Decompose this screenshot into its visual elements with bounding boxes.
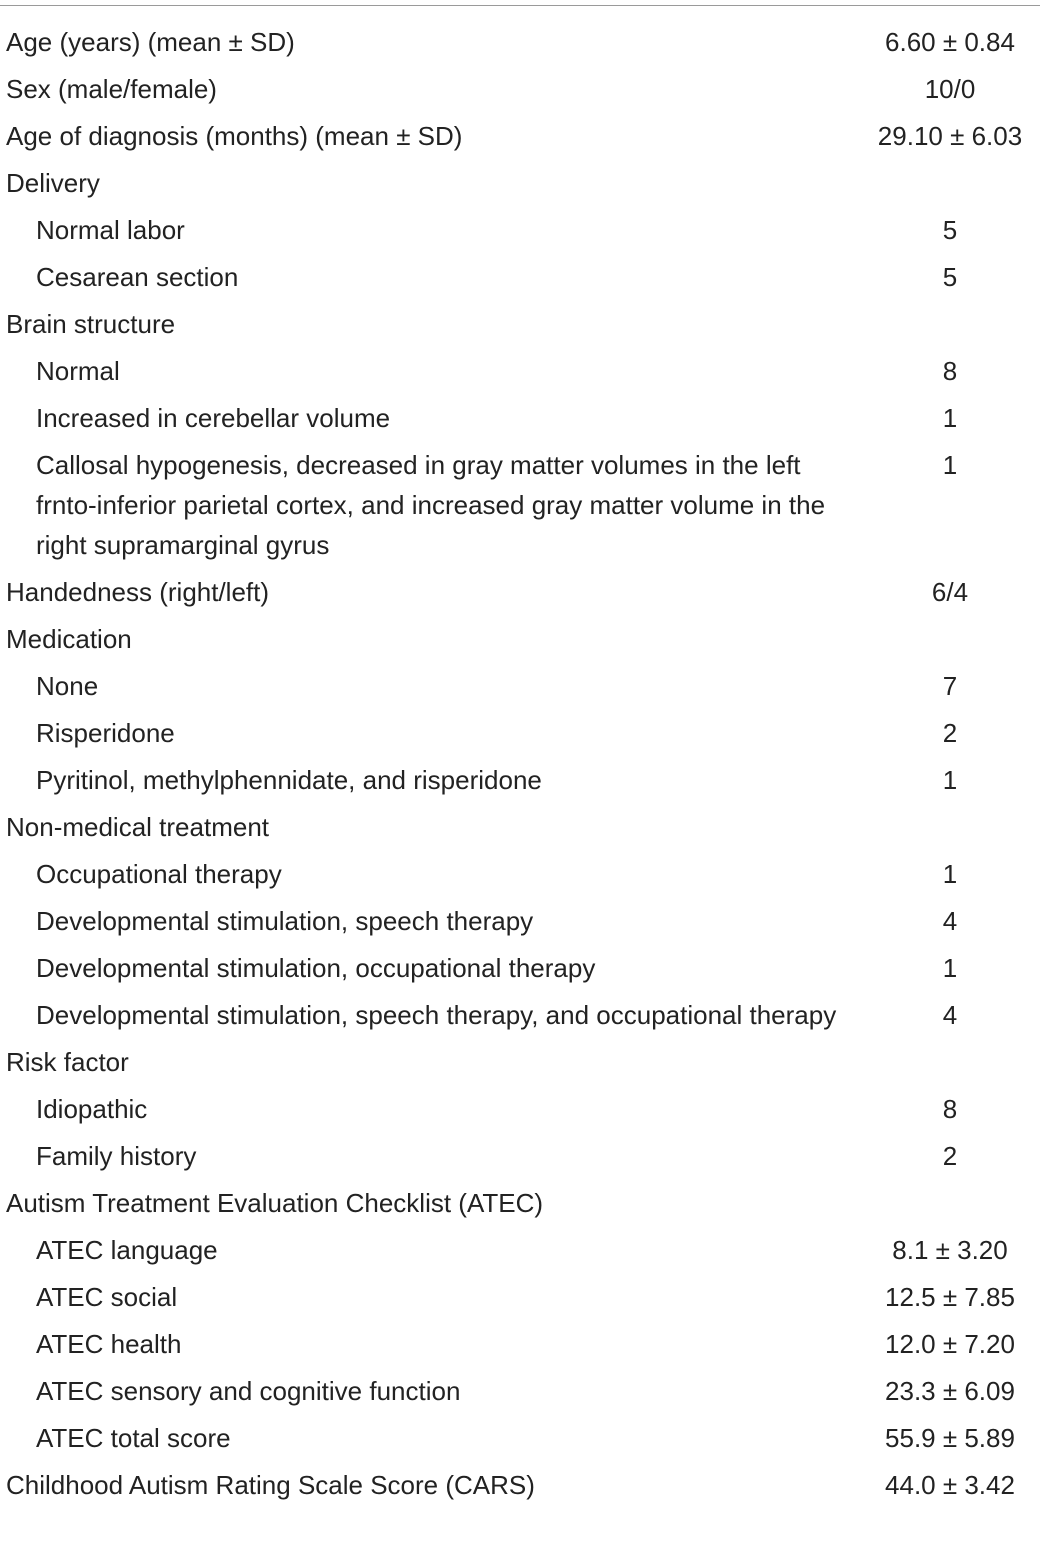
row-label: Increased in cerebellar volume [36, 402, 391, 433]
row-label: ATEC language [36, 1234, 218, 1265]
table-row [0, 159, 1040, 206]
row-label: Normal labor [36, 214, 185, 245]
row-label: Childhood Autism Rating Scale Score (CARS) [6, 1469, 535, 1500]
row-label: None [36, 670, 99, 701]
row-value: 6/4 [931, 576, 969, 607]
table-row [0, 441, 1040, 568]
table-row [0, 944, 1040, 991]
row-label: Normal [36, 355, 120, 386]
row-value: 2 [942, 717, 958, 748]
table-row [0, 1085, 1040, 1132]
row-value: 8 [942, 355, 958, 386]
table-row [0, 1320, 1040, 1367]
row-label: Family history [36, 1140, 197, 1171]
table-row [0, 347, 1040, 394]
row-label: Autism Treatment Evaluation Checklist (ATEC) [6, 1187, 544, 1218]
row-label: Developmental stimulation, speech therapy [36, 905, 534, 936]
table-row [0, 709, 1040, 756]
row-value: 1 [942, 764, 958, 795]
row-value: 4 [942, 999, 958, 1030]
row-label: ATEC health [36, 1328, 182, 1359]
row-value: 1 [942, 402, 958, 433]
row-value: 1 [942, 449, 958, 480]
table-row [0, 65, 1040, 112]
row-label: Developmental stimulation, occupational therapy [36, 952, 596, 983]
table-row [0, 756, 1040, 803]
row-value: 23.3 ± 6.09 [885, 1375, 1015, 1406]
row-label: Risk factor [6, 1046, 129, 1077]
row-label: Occupational therapy [36, 858, 282, 889]
row-value: 2 [942, 1140, 958, 1171]
table-row [0, 615, 1040, 662]
row-value: 6.60 ± 0.84 [885, 26, 1015, 57]
table-row [0, 1367, 1040, 1414]
table-row [0, 662, 1040, 709]
table-row [0, 1226, 1040, 1273]
row-label: Developmental stimulation, speech therapy, and occupational therapy [36, 999, 837, 1030]
row-label: Handedness (right/left) [6, 576, 270, 607]
row-value: 1 [942, 952, 958, 983]
row-label: Non-medical treatment [6, 811, 269, 842]
row-value: 8 [942, 1093, 958, 1124]
row-label: Age of diagnosis (months) (mean ± SD) [6, 120, 463, 151]
table-row [0, 1461, 1040, 1508]
row-value: 55.9 ± 5.89 [885, 1422, 1015, 1453]
row-label: Idiopathic [36, 1093, 148, 1124]
table-row [0, 1038, 1040, 1085]
table-row [0, 253, 1040, 300]
row-label: Callosal hypogenesis, decreased in gray matter volumes in the left frnto-inferior parietal cortex, and increased gray matter volume in the right supramarginal gyrus [36, 449, 826, 560]
table-row [0, 394, 1040, 441]
table-row [0, 18, 1040, 65]
table-row [0, 1273, 1040, 1320]
table-row [0, 1179, 1040, 1226]
row-label: ATEC total score [36, 1422, 231, 1453]
row-value: 7 [942, 670, 958, 701]
table-row [0, 897, 1040, 944]
row-value: 12.0 ± 7.20 [885, 1328, 1015, 1359]
row-value: 1 [942, 858, 958, 889]
row-label: Medication [6, 623, 132, 654]
table-row [0, 300, 1040, 347]
row-label: ATEC sensory and cognitive function [36, 1375, 461, 1406]
table-row [0, 112, 1040, 159]
row-value: 10/0 [924, 73, 976, 104]
table-row [0, 1132, 1040, 1179]
row-value: 4 [942, 905, 958, 936]
characteristics-table [0, 18, 1040, 1508]
row-value: 29.10 ± 6.03 [877, 120, 1023, 151]
row-value: 5 [942, 214, 958, 245]
row-label: Risperidone [36, 717, 175, 748]
table-row [0, 206, 1040, 253]
row-value: 44.0 ± 3.42 [885, 1469, 1015, 1500]
table-row [0, 1414, 1040, 1461]
row-label: Age (years) (mean ± SD) [6, 26, 295, 57]
row-value: 12.5 ± 7.85 [885, 1281, 1015, 1312]
row-label: Delivery [6, 167, 100, 198]
table-row [0, 991, 1040, 1038]
table-row [0, 850, 1040, 897]
row-label: Cesarean section [36, 261, 239, 292]
row-label: ATEC social [36, 1281, 178, 1312]
row-value: 5 [942, 261, 958, 292]
table-top-rule [0, 5, 1040, 6]
row-label: Pyritinol, methylphennidate, and risperidone [36, 764, 542, 795]
row-label: Sex (male/female) [6, 73, 217, 104]
table-row [0, 568, 1040, 615]
row-label: Brain structure [6, 308, 176, 339]
row-value: 8.1 ± 3.20 [892, 1234, 1008, 1265]
table-row [0, 803, 1040, 850]
